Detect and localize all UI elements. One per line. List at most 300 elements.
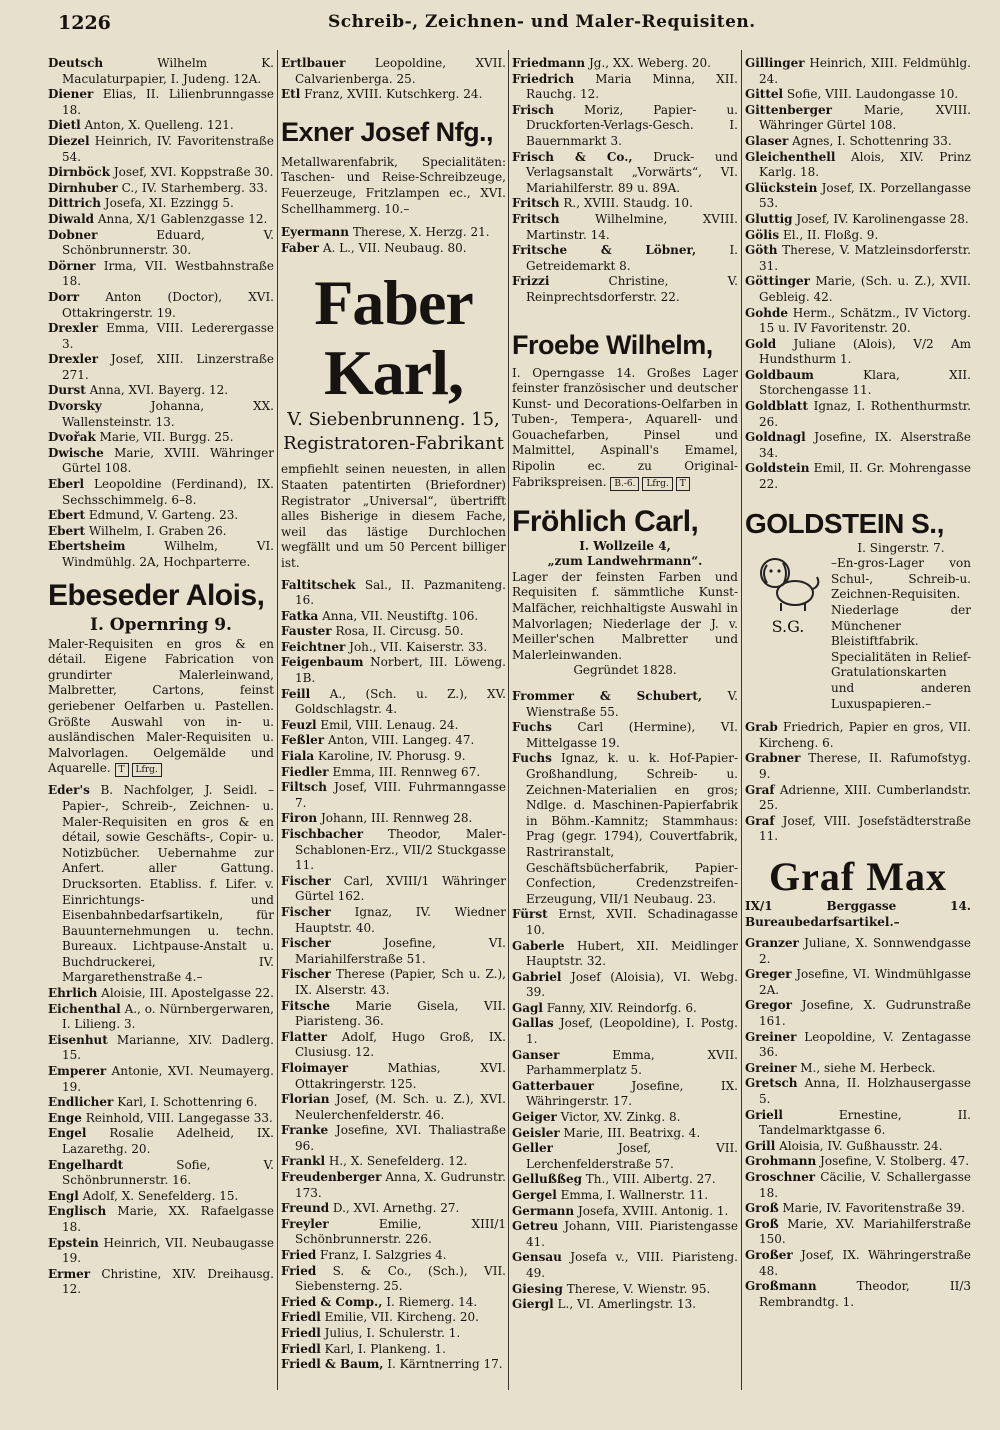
entry-surname: Gretsch — [745, 1076, 798, 1091]
directory-entry: Fritsch Wilhelmine, XVIII. Martinstr. 14. — [512, 211, 738, 242]
directory-entry: Faber A. L., VII. Neubaug. 80. — [281, 240, 467, 255]
entry-surname: Drexler — [48, 352, 99, 367]
entry-surname: Frizzi — [512, 274, 550, 289]
entry-surname: Dvorsky — [48, 399, 102, 414]
entry-surname: Flatter — [281, 1029, 327, 1044]
entry-list — [281, 578, 506, 1373]
entry-surname: Eder's — [48, 783, 90, 798]
entry-surname: Goldblatt — [745, 399, 809, 414]
directory-entry: Frankl H., X. Senefelderg. 12. — [281, 1154, 468, 1169]
entry-surname: Enge — [48, 1110, 82, 1125]
directory-entry: Gagl Fanny, XIV. Reindorfg. 6. — [512, 1000, 697, 1015]
entry-surname: Freund — [281, 1201, 330, 1216]
entry-surname: Floimayer — [281, 1060, 349, 1075]
directory-entry: Dirnböck Josef, XVI. Koppstraße 30. — [48, 165, 274, 180]
directory-entry: Faltitschek Sal., II. Pazmaniteng. 16. — [281, 577, 506, 608]
entry-surname: Eyermann — [281, 225, 349, 240]
entry-surname: Friedl — [281, 1341, 321, 1356]
entry-surname: Ermer — [48, 1266, 91, 1281]
entry-surname: Gleichenthell — [745, 149, 836, 164]
entry-surname: Faltitschek — [281, 577, 356, 592]
entry-surname: Englisch — [48, 1204, 107, 1219]
entry-list — [745, 56, 971, 493]
directory-entry: Gaberle Hubert, XII. Meidlinger Hauptstr. 32. — [512, 938, 738, 969]
directory-entry: Florian Josef, (M. Sch. u. Z.), XVI. Neulerchenfelderstr. 46. — [281, 1092, 506, 1122]
directory-entry: Dwische Marie, XVIII. Währinger Gürtel 108. — [48, 445, 274, 476]
directory-entry: Dorr Anton (Doctor), XVI. Ottakringerstr. 19. — [48, 289, 274, 320]
directory-entry: Fauster Rosa, II. Circusg. 50. — [281, 624, 464, 639]
directory-entry: Eisenhut Marianne, XIV. Dadlerg. 15. — [48, 1032, 274, 1063]
directory-entry: Gretsch Anna, II. Holzhausergasse 5. — [745, 1076, 971, 1107]
entry-surname: Freudenberger — [281, 1170, 382, 1185]
directory-entry: Gölis El., II. Floßg. 9. — [745, 227, 879, 242]
directory-entry: Greiner M., siehe M. Herbeck. — [745, 1060, 936, 1075]
directory-entry: Göttinger Marie, (Sch. u. Z.), XVII. Gebleig. 42. — [745, 274, 971, 304]
entry-surname: Fried — [281, 1248, 317, 1263]
running-title: Schreib-, Zeichnen- und Maler-Requisiten. — [328, 12, 756, 32]
ad-text: Metallwarenfabrik, Specialitäten: Taschen- und Reise-Schreibzeuge, Feuerzeuge, Fritzlampen ec., XVI. Schellhammerg. 10.– — [281, 154, 506, 216]
entry-surname: Diwald — [48, 211, 95, 226]
column-4 — [745, 56, 971, 1310]
entry-surname: Granzer — [745, 936, 799, 951]
directory-entry: Freyler Emilie, XIII/1 Schönbrunnerstr. 226. — [281, 1216, 506, 1247]
entry-surname: Frisch — [512, 102, 554, 117]
entry-list — [745, 720, 971, 845]
entry-list — [512, 56, 738, 306]
entry-surname: Friedl — [281, 1310, 321, 1325]
entry-list — [48, 783, 274, 1298]
ebeseder-advertisement — [48, 579, 274, 778]
entry-surname: Gatterbauer — [512, 1078, 594, 1093]
directory-entry: Epstein Heinrich, VII. Neubaugasse 19. — [48, 1235, 274, 1266]
ad-name: Exner Josef Nfg., — [281, 116, 494, 147]
entry-surname: Greiner — [745, 1060, 797, 1075]
entry-surname: Fatka — [281, 608, 319, 623]
entry-surname: Grill — [745, 1138, 776, 1153]
entry-surname: Friedmann — [512, 56, 586, 70]
froehlich-advertisement — [512, 505, 738, 679]
entry-surname: Engl — [48, 1188, 79, 1203]
entry-surname: Gohde — [745, 305, 789, 320]
directory-entry: Grabner Therese, II. Rafumofstyg. 9. — [745, 751, 971, 781]
entry-surname: Eberl — [48, 477, 85, 492]
entry-surname: Endlicher — [48, 1095, 114, 1110]
entry-surname: Fritsch — [512, 211, 560, 226]
badge: Lfrg. — [132, 763, 162, 777]
directory-entry: Dobner Eduard, V. Schönbrunnerstr. 30. — [48, 227, 274, 258]
directory-entry: Flatter Adolf, Hugo Groß, IX. Clusiusg. 12. — [281, 1029, 506, 1060]
ad-text: IX/1 Berggasse 14. Bureaubedarfsartikel.– — [745, 898, 971, 929]
directory-entry: Fried Franz, I. Salzgries 4. — [281, 1248, 447, 1263]
directory-entry: Diwald Anna, X/1 Gablenzgasse 12. — [48, 211, 268, 226]
directory-entry: Friedl Julius, I. Schulerstr. 1. — [281, 1326, 461, 1340]
entry-surname: Dirnböck — [48, 165, 111, 180]
entry-surname: Glaser — [745, 133, 789, 148]
directory-entry: Ermer Christine, XIV. Dreihausg. 12. — [48, 1266, 274, 1297]
badge: Lfrg. — [642, 477, 672, 491]
directory-entry: Ertlbauer Leopoldine, XVII. Calvarienberga. 25. — [281, 56, 506, 86]
entry-surname: Filtsch — [281, 780, 327, 795]
directory-entry: Friedl Karl, I. Plankeng. 1. — [281, 1341, 446, 1356]
directory-entry: Drexler Emma, VIII. Lederergasse 3. — [48, 321, 274, 351]
directory-entry: Gillinger Heinrich, XIII. Feldmühlg. 24. — [745, 56, 971, 86]
ad-address: I. Opernring 9. — [90, 614, 232, 635]
directory-entry: Dvorsky Johanna, XX. Wallensteinstr. 13. — [48, 399, 274, 429]
directory-entry: Dietl Anton, X. Quelleng. 121. — [48, 118, 234, 133]
lion-logo-icon — [753, 545, 823, 615]
directory-entry: Ebert Edmund, V. Garteng. 23. — [48, 508, 239, 523]
entry-surname: Gaberle — [512, 938, 565, 953]
entry-surname: Ebert — [48, 523, 86, 538]
entry-surname: Fischer — [281, 873, 331, 888]
directory-entry: Frommer & Schubert, V. Wienstraße 55. — [512, 689, 738, 719]
directory-entry: Diezel Heinrich, IV. Favoritenstraße 54. — [48, 133, 274, 164]
entry-surname: Deutsch — [48, 56, 104, 70]
ad-text: I. Operngasse 14. Großes Lager feinster französischer und deutscher Kunst- und Decorations-Oelfarben in Tuben-, Tempera-, Aquarell- und Gouachefarben, Pinsel und Malmittel, Aspinall's Emamel, Ripolin ec. zu Original-Fabrikspreisen. — [512, 365, 738, 489]
entry-surname: Dobner — [48, 227, 98, 242]
entry-surname: Fischer — [281, 967, 331, 982]
entry-surname: Friedl — [281, 1326, 321, 1340]
directory-entry: Fritsche & Löbner, I. Getreidemarkt 8. — [512, 243, 738, 273]
page-number: 1226 — [58, 12, 111, 34]
directory-entry: Groß Marie, IV. Favoritenstraße 39. — [745, 1201, 965, 1216]
directory-entry: Groß Marie, XV. Mariahilferstraße 150. — [745, 1216, 971, 1247]
directory-entry: Feßler Anton, VIII. Langeg. 47. — [281, 733, 475, 748]
entry-list — [281, 225, 506, 256]
directory-entry: Engl Adolf, X. Senefelderg. 15. — [48, 1188, 239, 1203]
directory-entry: Greger Josefine, VI. Windmühlgasse 2A. — [745, 967, 971, 997]
exner-advertisement — [281, 115, 506, 217]
directory-entry: Ehrlich Aloisie, III. Apostelgasse 22. — [48, 986, 274, 1001]
entry-list — [745, 936, 971, 1310]
entry-surname: Friedrich — [512, 71, 575, 86]
entry-surname: Göth — [745, 243, 778, 258]
directory-entry: Goldstein Emil, II. Gr. Mohrengasse 22. — [745, 461, 971, 492]
entry-surname: Gagl — [512, 1000, 543, 1015]
entry-surname: Emperer — [48, 1064, 107, 1079]
directory-entry: Gleichenthell Alois, XIV. Prinz Karlg. 18. — [745, 149, 971, 180]
directory-entry: Franke Josefine, XVI. Thaliastraße 96. — [281, 1123, 506, 1153]
directory-entry: Diener Elias, II. Lilienbrunngasse 18. — [48, 87, 274, 117]
directory-entry: Fischer Ignaz, IV. Wiedner Hauptstr. 40. — [281, 904, 506, 935]
entry-surname: Dirnhuber — [48, 180, 118, 195]
entry-surname: Frisch & Co., — [512, 149, 633, 164]
directory-entry: Giesing Therese, V. Wienstr. 95. — [512, 1281, 711, 1296]
entry-surname: Fauster — [281, 624, 332, 639]
entry-surname: Goldstein — [745, 461, 810, 476]
entry-surname: Fritsche & Löbner, — [512, 243, 697, 258]
entry-surname: Frankl — [281, 1154, 326, 1169]
directory-entry: Graf Josef, VIII. Josefstädterstraße 11. — [745, 813, 971, 844]
entry-surname: Engel — [48, 1126, 87, 1141]
directory-entry: Giergl L., VI. Amerlingstr. 13. — [512, 1297, 697, 1312]
directory-entry: Endlicher Karl, I. Schottenring 6. — [48, 1095, 258, 1110]
directory-entry: Geisler Marie, III. Beatrixg. 4. — [512, 1125, 701, 1140]
entry-surname: Griell — [745, 1107, 783, 1122]
ad-sign: „zum Landwehrmann“. — [547, 554, 703, 569]
entry-surname: Greiner — [745, 1029, 797, 1044]
directory-entry: Friedl & Baum, I. Kärntnerring 17. — [281, 1357, 503, 1372]
directory-entry: Fiala Karoline, IV. Phorusg. 9. — [281, 749, 466, 764]
entry-surname: Frommer & Schubert, — [512, 689, 703, 703]
directory-entry: Friedrich Maria Minna, XII. Rauchg. 12. — [512, 71, 738, 102]
directory-entry: Firon Johann, III. Rennweg 28. — [281, 811, 473, 826]
entry-surname: Grab — [745, 720, 778, 735]
entry-surname: Dvořak — [48, 430, 96, 445]
badge: B.-6. — [610, 477, 639, 491]
directory-entry: Dvořak Marie, VII. Burgg. 25. — [48, 430, 234, 445]
directory-entry: Freund D., XVI. Arnethg. 27. — [281, 1201, 460, 1216]
ad-address: V. Siebenbrunneng. 15, — [287, 409, 500, 431]
directory-entry: Dörner Irma, VII. Westbahnstraße 18. — [48, 258, 274, 289]
directory-entry: Gallas Josef, (Leopoldine), I. Postg. 1. — [512, 1016, 738, 1047]
column-divider — [277, 50, 278, 1390]
entry-surname: Drexler — [48, 321, 99, 336]
entry-surname: Dorr — [48, 289, 80, 304]
entry-surname: Dietl — [48, 118, 81, 133]
goldstein-advertisement — [745, 507, 971, 713]
ad-address: I. Singerstr. 7. — [857, 540, 945, 555]
entry-surname: Eisenhut — [48, 1032, 108, 1047]
entry-surname: Gregor — [745, 998, 792, 1013]
directory-entry: Eichenthal A., o. Nürnbergerwaren, I. Lilieng. 3. — [48, 1001, 274, 1032]
directory-entry: Gensau Josefa v., VIII. Piaristeng. 49. — [512, 1250, 738, 1280]
directory-entry: Graf Adrienne, XIII. Cumberlandstr. 25. — [745, 782, 971, 813]
directory-entry: Frisch Moriz, Papier- u. Druckforten-Verlags-Gesch. I. Bauernmarkt 3. — [512, 102, 738, 148]
directory-entry: Gittel Sofie, VIII. Laudongasse 10. — [745, 87, 959, 102]
entry-surname: Graf — [745, 782, 775, 797]
ad-text: –En-gros-Lager von Schul-, Schreib-u. Zeichnen-Requisiten. Niederlage der Münchener Bleistiftfabrik. Specialitäten in Relief-Gratulationskarten und anderen Luxuspapieren.– — [831, 556, 971, 711]
directory-entry: Fuchs Ignaz, k. u. k. Hof-Papier- Großhandlung, Schreib- u. Zeichnen-Materialien en gros; Ndlge. d. Maschinen-Papierfabrik in Böhm.-Kamnitz; Stammhaus: Prag (gegr. 1794), Couvertfabrik, Rastriranstalt, Geschäftsbücherfabrik, Papier-Confection, Credenzstreifen-Erzeugung, VII/1 Neubaug. 23. — [512, 751, 738, 906]
directory-entry: Groschner Cäcilie, V. Schallergasse 18. — [745, 1170, 971, 1200]
directory-entry: Goldblatt Ignaz, I. Rothenthurmstr. 26. — [745, 399, 971, 429]
entry-surname: Firon — [281, 811, 318, 826]
directory-entry: Fried S. & Co., (Sch.), VII. Siebensterng. 25. — [281, 1263, 506, 1294]
directory-entry: Feigenbaum Norbert, III. Löweng. 1B. — [281, 655, 506, 686]
entry-surname: Goldbaum — [745, 367, 814, 382]
ad-mark: S.G. — [771, 616, 805, 636]
entry-surname: Fried — [281, 1263, 317, 1278]
ad-founded: Gegründet 1828. — [573, 663, 677, 678]
entry-surname: Großer — [745, 1247, 793, 1262]
directory-entry: Eyermann Therese, X. Herzg. 21. — [281, 225, 490, 240]
directory-entry: Frisch & Co., Druck- und Verlagsanstalt „Vorwärts“, VI. Mariahilferstr. 89 u. 89A. — [512, 149, 738, 195]
entry-surname: Fritsch — [512, 196, 560, 211]
entry-surname: Fried & Comp., — [281, 1294, 383, 1309]
directory-entry: Etl Franz, XVIII. Kutschkerg. 24. — [281, 87, 483, 102]
entry-surname: Glückstein — [745, 180, 818, 195]
entry-surname: Durst — [48, 383, 86, 398]
faber-advertisement — [281, 268, 506, 571]
ad-name: GOLDSTEIN S., — [745, 507, 944, 539]
directory-entry: Gluttig Josef, IV. Karolinengasse 28. — [745, 211, 969, 226]
directory-entry: Emperer Antonie, XVI. Neumayerg. 19. — [48, 1064, 274, 1094]
entry-surname: Fuchs — [512, 751, 552, 766]
directory-entry: Großer Josef, IX. Währingerstraße 48. — [745, 1247, 971, 1278]
directory-entry: Geiger Victor, XV. Zinkg. 8. — [512, 1110, 681, 1125]
directory-entry: Freudenberger Anna, X. Gudrunstr. 173. — [281, 1170, 506, 1200]
entry-surname: Getreu — [512, 1219, 559, 1234]
badge: T — [676, 477, 690, 491]
entry-surname: Germann — [512, 1203, 575, 1218]
entry-surname: Diener — [48, 87, 94, 102]
directory-entry: Griell Ernestine, II. Tandelmarktgasse 6. — [745, 1107, 971, 1138]
entry-list — [281, 56, 506, 103]
directory-entry: Gatterbauer Josefine, IX. Währingerstr. 17. — [512, 1078, 738, 1109]
directory-entry: Frizzi Christine, V. Reinprechtsdorferstr. 22. — [512, 274, 738, 304]
ad-trade: Registratoren-Fabrikant — [283, 433, 504, 455]
directory-entry: Feill A., (Sch. u. Z.), XV. Goldschlagstr. 4. — [281, 686, 506, 717]
directory-entry: Durst Anna, XVI. Bayerg. 12. — [48, 383, 229, 398]
ad-name: Ebeseder Alois, — [48, 578, 265, 612]
entry-surname: Fitsche — [281, 998, 331, 1013]
directory-entry: Fitsche Marie Gisela, VII. Piaristeng. 36. — [281, 998, 506, 1029]
ad-name: Froebe Wilhelm, — [512, 329, 713, 360]
directory-entry: Ebertsheim Wilhelm, VI. Windmühlg. 2A, Hochparterre. — [48, 539, 274, 569]
directory-entry: Greiner Leopoldine, V. Zentagasse 36. — [745, 1029, 971, 1060]
directory-entry: Grill Aloisia, IV. Gußhausstr. 24. — [745, 1138, 943, 1153]
page-header — [28, 12, 988, 42]
directory-entry: Gergel Emma, I. Wallnerstr. 11. — [512, 1188, 709, 1202]
ad-name: Faber Karl, — [314, 267, 473, 409]
directory-entry: Fuchs Carl (Hermine), VI. Mittelgasse 19. — [512, 720, 738, 750]
directory-entry: Glückstein Josef, IX. Porzellangasse 53. — [745, 180, 971, 211]
directory-entry: Großmann Theodor, II/3 Rembrandtg. 1. — [745, 1279, 971, 1309]
directory-entry: Grohmann Josefine, V. Stolberg. 47. — [745, 1154, 970, 1169]
directory-entry: Fischer Josefine, VI. Mariahilferstraße 51. — [281, 936, 506, 966]
entry-surname: Fiala — [281, 749, 315, 764]
ad-text: Maler-Requisiten en gros & en détail. Eigene Fabrication von grundirter Malerleinwand, Malbretter, Cartons, feinst geriebener Oelfarben u. Pastellen. Größte Auswahl von in- u. ausländischen Maler-Requisiten u. Malvorlagen. Oelgemälde und Aquarelle. — [48, 636, 274, 776]
entry-surname: Groß — [745, 1216, 779, 1231]
entry-surname: Gergel — [512, 1188, 557, 1202]
entry-surname: Epstein — [48, 1235, 99, 1250]
directory-entry: Friedl Emilie, VII. Kircheng. 20. — [281, 1310, 479, 1325]
directory-entry: Deutsch Wilhelm K. Maculaturpapier, I. Judeng. 12A. — [48, 56, 274, 86]
graf-advertisement — [745, 855, 971, 930]
entry-surname: Ebertsheim — [48, 539, 126, 554]
directory-entry: Gold Juliane (Alois), V/2 Am Hundsthurm 1. — [745, 336, 971, 367]
entry-surname: Feichtner — [281, 639, 346, 654]
directory-entry: Drexler Josef, XIII. Linzerstraße 271. — [48, 352, 274, 382]
badge: T — [115, 763, 129, 777]
entry-surname: Graf — [745, 813, 775, 828]
directory-entry: Göth Therese, V. Matzleinsdorferstr. 31. — [745, 243, 971, 273]
entry-surname: Goldnagl — [745, 430, 806, 445]
entry-surname: Fuchs — [512, 720, 552, 735]
directory-entry: Gittenberger Marie, XVIII. Währinger Gürtel 108. — [745, 102, 971, 133]
entry-list — [48, 56, 274, 571]
directory-entry: Engelhardt Sofie, V. Schönbrunnerstr. 16. — [48, 1157, 274, 1188]
directory-entry: Gellußßeg Th., VIII. Albertg. 27. — [512, 1172, 716, 1187]
entry-surname: Ebert — [48, 508, 86, 523]
entry-surname: Geisler — [512, 1125, 560, 1140]
entry-surname: Gittenberger — [745, 102, 832, 117]
column-3 — [512, 56, 738, 1313]
directory-entry: Friedmann Jg., XX. Weberg. 20. — [512, 56, 711, 70]
entry-surname: Franke — [281, 1123, 329, 1138]
entry-surname: Grohmann — [745, 1154, 817, 1169]
entry-surname: Freyler — [281, 1216, 329, 1231]
column-divider — [508, 50, 509, 1390]
entry-surname: Ganser — [512, 1047, 560, 1062]
directory-entry: Ganser Emma, XVII. Parhammerplatz 5. — [512, 1047, 738, 1078]
entry-surname: Gallas — [512, 1016, 554, 1031]
column-divider — [741, 50, 742, 1390]
entry-surname: Fischbacher — [281, 827, 364, 841]
entry-surname: Giergl — [512, 1297, 554, 1312]
directory-entry: Germann Josefa, XVIII. Antonig. 1. — [512, 1203, 729, 1218]
entry-surname: Feßler — [281, 733, 325, 748]
entry-surname: Gabriel — [512, 969, 562, 984]
directory-entry: Fischbacher Theodor, Maler-Schablonen-Erz., VII/2 Stuckgasse 11. — [281, 827, 506, 873]
entry-surname: Groschner — [745, 1170, 816, 1184]
directory-entry: Englisch Marie, XX. Rafaelgasse 18. — [48, 1204, 274, 1234]
entry-surname: Grabner — [745, 751, 801, 766]
directory-entry: Fürst Ernst, XVII. Schadinagasse 10. — [512, 907, 738, 937]
directory-entry: Goldnagl Josefine, IX. Alserstraße 34. — [745, 430, 971, 460]
entry-surname: Greger — [745, 967, 792, 982]
directory-entry: Eberl Leopoldine (Ferdinand), IX. Sechsschimmelg. 6–8. — [48, 477, 274, 507]
entry-surname: Ehrlich — [48, 986, 98, 1001]
directory-entry: Gregor Josefine, X. Gudrunstraße 161. — [745, 998, 971, 1029]
entry-surname: Etl — [281, 87, 301, 102]
directory-entry: Glaser Agnes, I. Schottenring 33. — [745, 133, 952, 148]
entry-surname: Groß — [745, 1201, 779, 1216]
entry-surname: Geller — [512, 1141, 553, 1156]
directory-entry: Fiedler Emma, III. Rennweg 67. — [281, 764, 481, 779]
entry-surname: Dörner — [48, 258, 96, 273]
entry-surname: Diezel — [48, 133, 90, 148]
entry-surname: Florian — [281, 1092, 330, 1107]
directory-entry: Grab Friedrich, Papier en gros, VII. Kircheng. 6. — [745, 720, 971, 750]
directory-entry: Floimayer Mathias, XVI. Ottakringerstr. 125. — [281, 1060, 506, 1091]
entry-surname: Gillinger — [745, 56, 805, 70]
entry-surname: Gellußßeg — [512, 1172, 582, 1187]
directory-entry: Fried & Comp., I. Riemerg. 14. — [281, 1294, 478, 1309]
entry-surname: Gluttig — [745, 211, 793, 226]
directory-entry: Goldbaum Klara, XII. Storchengasse 11. — [745, 367, 971, 398]
entry-surname: Gold — [745, 336, 777, 351]
entry-surname: Feuzl — [281, 717, 317, 732]
entry-list — [512, 689, 738, 1313]
entry-surname: Ertlbauer — [281, 56, 346, 70]
ad-address: I. Wollzeile 4, — [579, 538, 671, 553]
directory-entry: Filtsch Josef, VIII. Fuhrmanngasse 7. — [281, 780, 506, 810]
directory-entry: Geller Josef, VII. Lerchenfelderstraße 57. — [512, 1141, 738, 1171]
entry-surname: Feill — [281, 686, 311, 701]
entry-surname: Feigenbaum — [281, 655, 364, 670]
froebe-advertisement — [512, 328, 738, 491]
entry-surname: Fischer — [281, 936, 331, 951]
directory-entry: Fritsch R., XVIII. Staudg. 10. — [512, 196, 693, 211]
entry-surname: Giesing — [512, 1281, 563, 1296]
directory-entry: Ebert Wilhelm, I. Graben 26. — [48, 523, 227, 538]
directory-entry: Getreu Johann, VIII. Piaristengasse 41. — [512, 1219, 738, 1249]
entry-surname: Großmann — [745, 1279, 817, 1294]
entry-surname: Gölis — [745, 227, 780, 242]
entry-surname: Dittrich — [48, 196, 101, 211]
entry-surname: Dwische — [48, 445, 104, 460]
entry-surname: Friedl & Baum, — [281, 1357, 384, 1372]
column-1 — [48, 56, 274, 1298]
directory-entry: Fischer Therese (Papier, Sch u. Z.), IX. Alserstr. 43. — [281, 967, 506, 997]
entry-surname: Geiger — [512, 1110, 557, 1125]
entry-surname: Fiedler — [281, 764, 329, 779]
ad-text: Lager der feinsten Farben und Requisiten f. sämmtliche Kunst-Malfächer, reichhaltigste Auswahl in Malvorlagen; Niederlage der J. v. Meiller'schen Malbretter und Malerleinwanden. — [512, 569, 738, 662]
column-2 — [281, 56, 506, 1373]
directory-entry: Gabriel Josef (Aloisia), VI. Webg. 39. — [512, 969, 738, 1000]
entry-surname: Fürst — [512, 907, 548, 922]
